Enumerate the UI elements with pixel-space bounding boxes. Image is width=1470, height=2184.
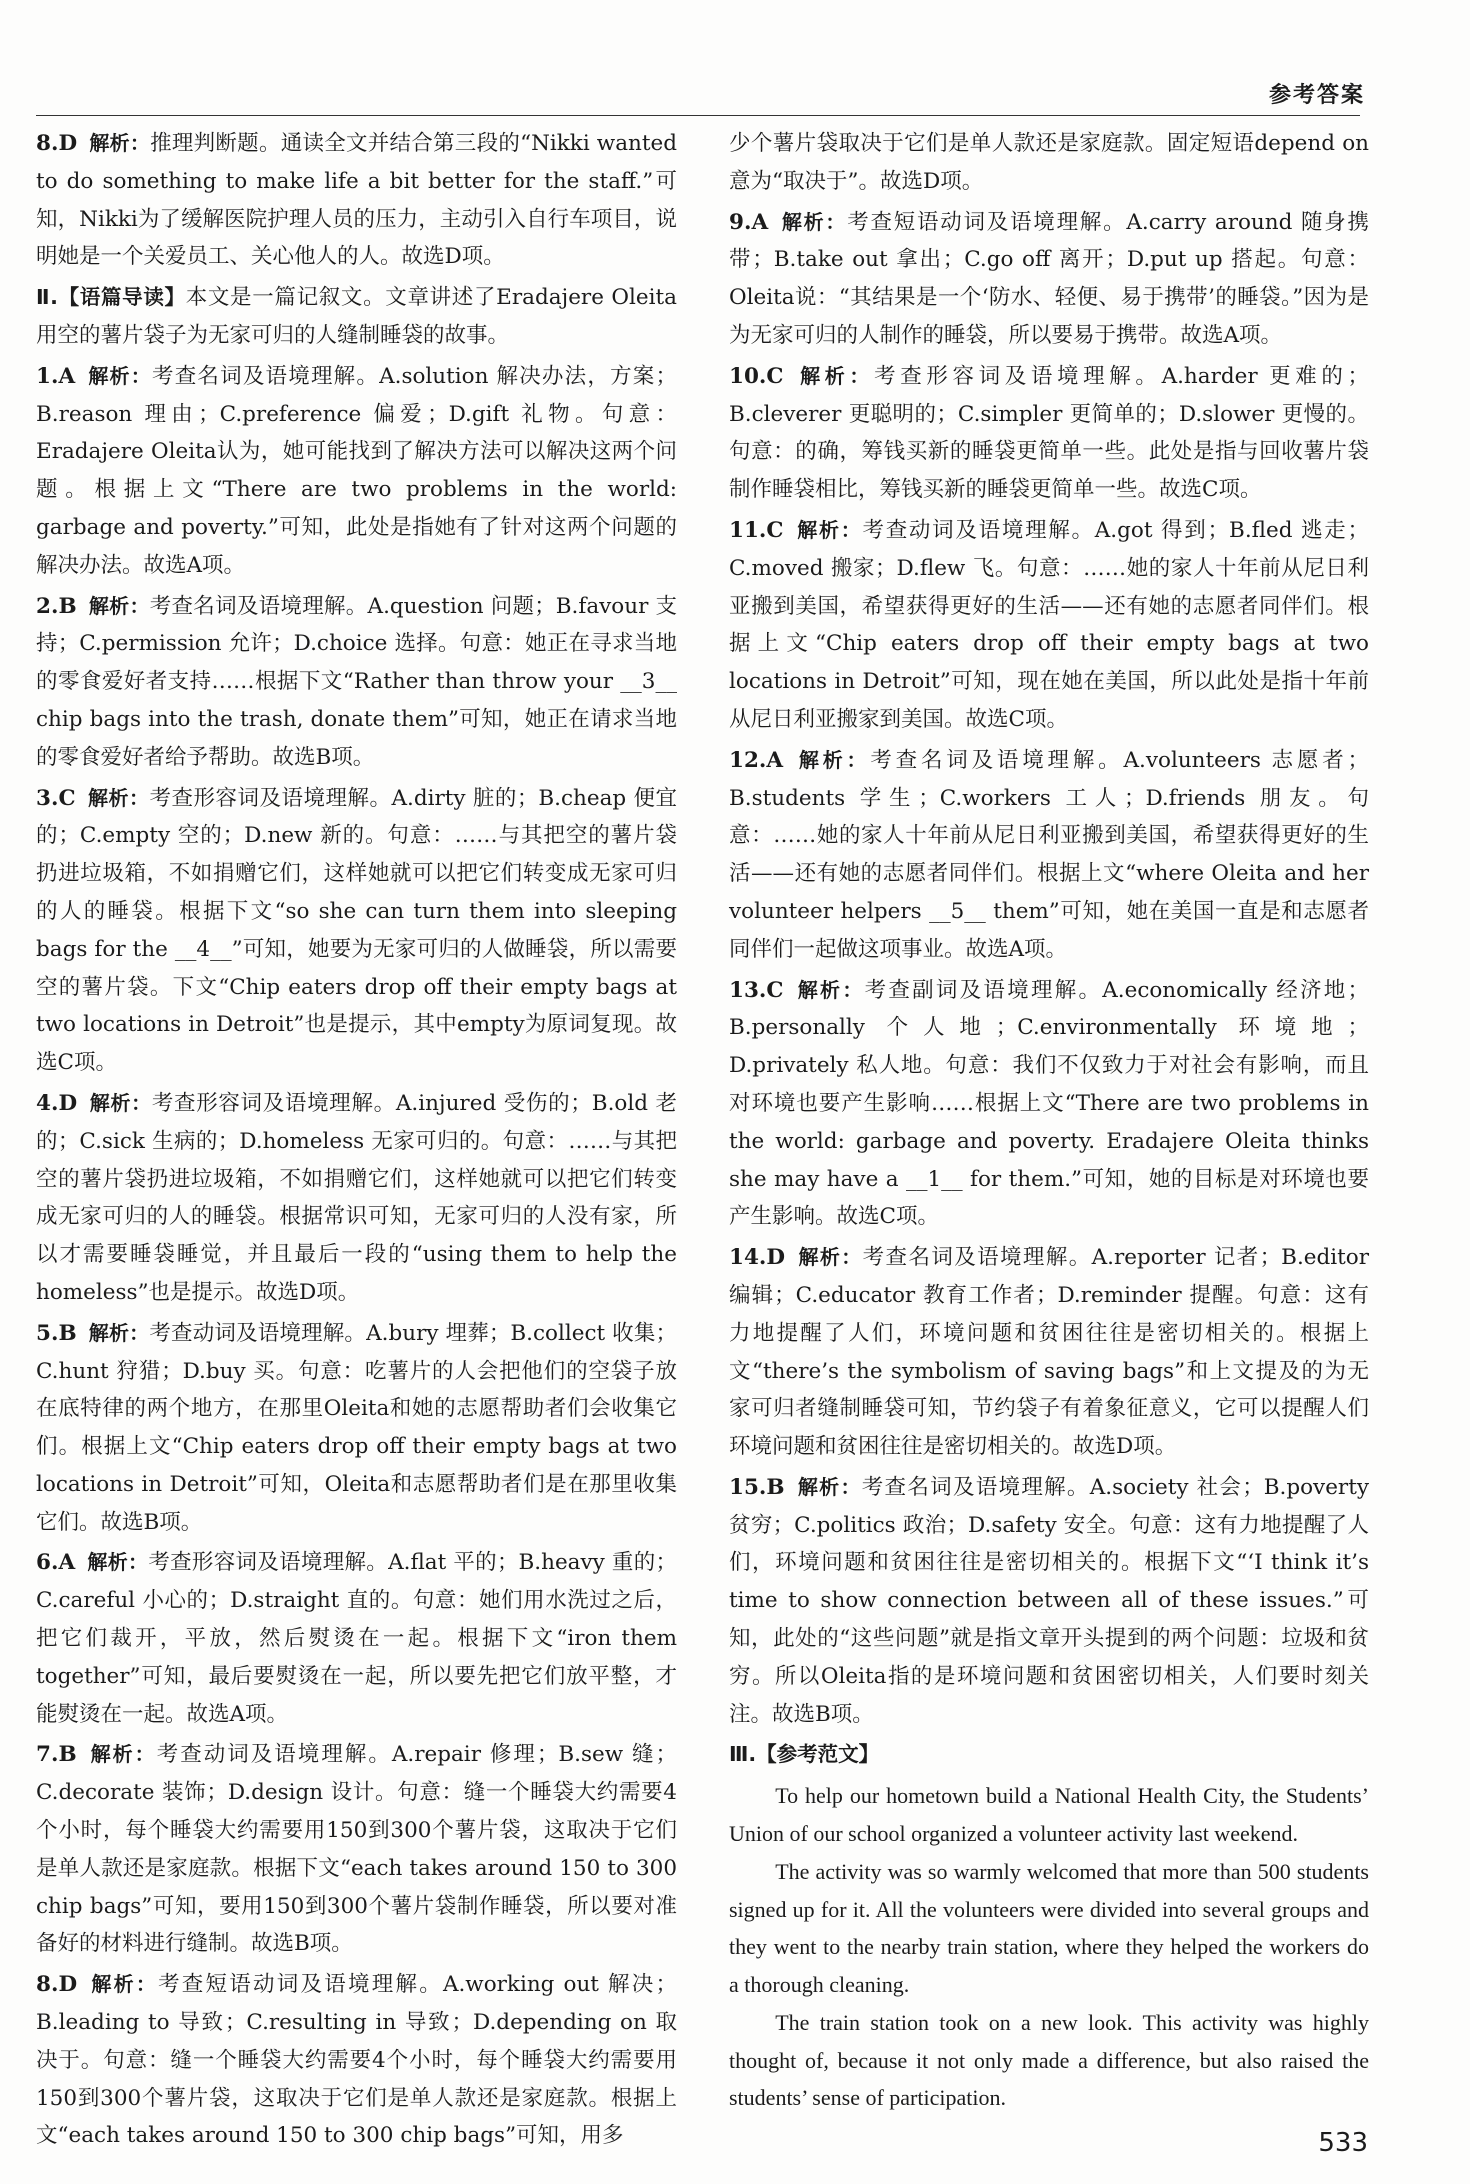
answer-number: 8.D bbox=[36, 131, 78, 156]
analysis-tag: 解析： bbox=[797, 1245, 863, 1270]
analysis-tag: 解析： bbox=[795, 977, 865, 1002]
continued-text: 少个薯片袋取决于它们是单人款还是家庭款。固定短语depend on意为“取决于”。故选D项。 bbox=[729, 131, 1369, 194]
answer-entry bbox=[729, 972, 1369, 1237]
essay-paragraph: The train station took on a new look. This activity was highly thought of, because it not only made a difference, but also raised the students’ sense of participation. bbox=[729, 2010, 1369, 2111]
analysis-tag: 解析： bbox=[89, 131, 151, 155]
analysis-tag: 解析： bbox=[88, 593, 150, 618]
analysis-text: 考查动词及语境理解。A.repair 修理；B.sew 缝；C.decorate 装饰；D.design 设计。句意：缝一个睡袋大约需要4个小时，每个睡袋大约需要用150到300个薯片袋，这取决于它们是单人款还是家庭款。根据下文“each takes around 150 to 300 chip bags”可知，要用150到300个薯片袋制作睡袋，所以要对准备好的材料进行缝制。故选B项。 bbox=[36, 1742, 678, 1957]
essay-paragraph: The activity was so warmly welcomed that more than 500 students signed up for it. All the volunteers were divided into several groups and they went to the nearby train station, where they helped the workers do a thorough cleaning. bbox=[729, 1859, 1369, 1997]
analysis-text: 考查形容词及语境理解。A.dirty 脏的；B.cheap 便宜的；C.empty 空的；D.new 新的。句意：……与其把空的薯片袋扔进垃圾箱，不如捐赠它们，这样她就可以把它们转变成无家可归的人的睡袋。根据下文“so she can turn them into sleeping bags for the __4__”可知，她要为无家可归的人做睡袋，所以需要空的薯片袋。下文“Chip eaters drop off their empty bags at two locations in Detroit”也是提示，其中empty为原词复现。故选C项。 bbox=[36, 785, 678, 1076]
analysis-text: 推理判断题。通读全文并结合第三段的“Nikki wanted to do something to make life a bit better for the staff.”可知，Nikki为了缓解医院护理人员的压力，主动引入自行车项目，说明她是一个关爱员工、关心他人的人。故选D项。 bbox=[36, 131, 677, 270]
left-column bbox=[36, 125, 677, 2158]
analysis-text: 考查形容词及语境理解。A.harder 更难的；B.cleverer 更聪明的；C.simpler 更简单的；D.slower 更慢的。句意：的确，筹钱买新的睡袋更简单一些。此处是指与回收薯片袋制作睡袋相比，筹钱买新的睡袋更简单一些。故选C项。 bbox=[729, 363, 1370, 503]
analysis-text: 考查动词及语境理解。A.got 得到；B.fled 逃走；C.moved 搬家；D.flew 飞。句意：……她的家人十年前从尼日利亚搬到美国，希望获得更好的生活——还有她的志愿者同伴们。根据上文“Chip eaters drop off their empty bags at two locations in Detroit”可知，现在她在美国，所以此处是指十年前从尼日利亚搬家到美国。故选C项。 bbox=[729, 517, 1370, 732]
analysis-text: 考查形容词及语境理解。A.flat 平的；B.heavy 重的；C.careful 小心的；D.straight 直的。句意：她们用水洗过之后，把它们裁开，平放，然后熨烫在一起。根据下文“iron them together”可知，最后要熨烫在一起，所以要先把它们放平整，才能熨烫在一起。故选A项。 bbox=[36, 1550, 677, 1727]
answer-number: 5.B bbox=[36, 1320, 77, 1346]
section-number: Ⅱ. bbox=[36, 285, 58, 310]
essay-heading-text: Ⅲ.【参考范文】 bbox=[729, 1742, 880, 1767]
answer-number: 3.C bbox=[36, 785, 76, 811]
analysis-text: 考查名词及语境理解。A.reporter 记者；B.editor 编辑；C.educator 教育工作者；D.reminder 提醒。句意：这有力地提醒了人们，环境问题和贫困往往是密切相关的。根据上文“there’s the symbolism of saving bags”和上文提及的为无家可归者缝制睡袋可知，节约袋子有着象征意义，它可以提醒人们环境问题和贫困往往是密切相关的。故选D项。 bbox=[729, 1245, 1369, 1460]
analysis-tag: 解析： bbox=[796, 1474, 862, 1499]
analysis-tag: 解析： bbox=[780, 209, 848, 234]
answer-entry bbox=[36, 1315, 677, 1542]
answer-number: 12.A bbox=[729, 747, 784, 773]
answer-entry bbox=[36, 1736, 677, 1963]
answer-number: 1.A bbox=[36, 363, 76, 389]
analysis-text: 考查名词及语境理解。A.society 社会；B.poverty 贫穷；C.politics 政治；D.safety 安全。句意：这有力地提醒了人们，环境问题和贫困往往是密切相关的。根据下文“‘I think it’s time to show connection between all of these issues.”可知，此处的“这些问题”就是指文章开头提到的两个问题：垃圾和贫穷。所以Oleita指的是环境问题和贫困密切相关，人们要时刻关注。故选B项。 bbox=[729, 1474, 1369, 1727]
page-number: 533 bbox=[1318, 2128, 1368, 2158]
analysis-tag: 解析： bbox=[795, 517, 863, 542]
answer-number: 2.B bbox=[36, 593, 77, 619]
analysis-tag: 解析： bbox=[87, 1550, 149, 1575]
analysis-text: 考查短语动词及语境理解。A.carry around 随身携带；B.take out 拿出；C.go off 离开；D.put up 搭起。句意：Oleita说：“其结果是一个‘防水、轻便、易于携带’的睡袋。”因为是为无家可归的人制作的睡袋，所以要易于携带。故选A项。 bbox=[729, 209, 1370, 348]
answer-number: 8.D bbox=[36, 1972, 78, 1998]
essay-heading bbox=[729, 1736, 1369, 1774]
answer-number: 6.A bbox=[36, 1550, 76, 1576]
essay-paragraph: To help our hometown build a National Health City, the Students’ Union of our school organized a volunteer activity last weekend. bbox=[729, 1783, 1369, 1846]
analysis-tag: 解析： bbox=[89, 1090, 152, 1115]
answer-entry bbox=[729, 1239, 1369, 1466]
analysis-text: 考查副词及语境理解。A.economically 经济地；B.personally 个人地；C.environmentally 环境地；D.privately 私人地。句意：我们不仅致力于对社会有影响，而且对环境也要产生影响……根据上文“There are two problems in the world: garbage and poverty. Eradajere Oleita thinks she may have a __1__ for them.”可知，她的目标是对环境也要产生影响。故选C项。 bbox=[729, 977, 1370, 1230]
answer-number: 9.A bbox=[729, 209, 769, 235]
section-summary: 本文是一篇记叙文。文章讲述了Eradajere Oleita用空的薯片袋子为无家可归的人缝制睡袋的故事。 bbox=[36, 285, 677, 348]
analysis-tag: 解析： bbox=[88, 1320, 150, 1345]
answer-number: 10.C bbox=[729, 363, 784, 389]
answer-number: 13.C bbox=[729, 977, 784, 1003]
analysis-text: 考查形容词及语境理解。A.injured 受伤的；B.old 老的；C.sick 生病的；D.homeless 无家可归的。句意：……与其把空的薯片袋扔进垃圾箱，不如捐赠它们，这样她就可以把它们转变成无家可归的人的睡袋。根据常识可知，无家可归的人没有家，所以才需要睡袋睡觉，并且最后一段的“using them to help the homeless”也是提示。故选D项。 bbox=[36, 1090, 678, 1305]
analysis-text: 考查短语动词及语境理解。A.working out 解决；B.leading to 导致；C.resulting in 导致；D.depending on 取决于。句意：缝一个睡袋大约需要4个小时，每个睡袋大约需要用150到300个薯片袋，这取决于它们是单人款还是家庭款。根据上文“each takes around 150 to 300 chip bags”可知，用多 bbox=[36, 1972, 678, 2149]
answer-entry bbox=[36, 1544, 677, 1733]
answer-entry bbox=[729, 204, 1369, 355]
answer-entry bbox=[36, 780, 677, 1082]
answer-entry bbox=[36, 125, 677, 276]
analysis-tag: 解析： bbox=[88, 1742, 157, 1767]
answer-entry bbox=[729, 358, 1369, 509]
analysis-text: 考查名词及语境理解。A.solution 解决办法，方案；B.reason 理由；C.preference 偏爱；D.gift 礼物。句意：Eradajere Oleita认为，她可能找到了解决方法可以解决这两个问题。根据上文“There are two problems in the world: garbage and poverty.”可知，此处是指她有了针对这两个问题的解决办法。故选A项。 bbox=[36, 363, 677, 578]
section-intro bbox=[36, 279, 677, 355]
analysis-tag: 解析： bbox=[87, 363, 152, 388]
answer-entry bbox=[36, 1085, 677, 1312]
answer-number: 14.D bbox=[729, 1245, 786, 1271]
analysis-tag: 解析： bbox=[795, 363, 875, 388]
answer-number: 7.B bbox=[36, 1742, 77, 1768]
analysis-text: 考查名词及语境理解。A.volunteers 志愿者；B.students 学生；C.workers 工人；D.friends 朋友。句意：……她的家人十年前从尼日利亚搬到美国，希望获得更好的生活——还有她的志愿者同伴们。根据上文“where Oleita and her volunteer helpers __5__ them”可知，她在美国一直是和志愿者同伴们一起做这项事业。故选A项。 bbox=[729, 747, 1370, 962]
answer-entry bbox=[36, 1966, 677, 2155]
analysis-tag: 解析： bbox=[89, 1972, 159, 1997]
answer-number: 4.D bbox=[36, 1090, 78, 1116]
right-column bbox=[729, 125, 1369, 2118]
analysis-text: 考查名词及语境理解。A.question 问题；B.favour 支持；C.permission 允许；D.choice 选择。句意：她正在寻求当地的零食爱好者支持……根据下文“Rather than throw your __3__ chip bags into the trash, donate them”可知，她正在请求当地的零食爱好者给予帮助。故选B项。 bbox=[36, 593, 677, 770]
analysis-tag: 解析： bbox=[795, 747, 871, 772]
answer-number: 15.B bbox=[729, 1474, 785, 1500]
answer-entry bbox=[729, 742, 1369, 969]
answer-number: 11.C bbox=[729, 517, 784, 543]
header-divider bbox=[36, 115, 1360, 116]
analysis-tag: 解析： bbox=[87, 785, 150, 810]
header-title: 参考答案 bbox=[1268, 83, 1365, 108]
answer-entry bbox=[36, 358, 677, 585]
answer-entry bbox=[729, 1469, 1369, 1734]
answer-entry bbox=[729, 512, 1369, 739]
analysis-text: 考查动词及语境理解。A.bury 埋葬；B.collect 收集；C.hunt 狩猎；D.buy 买。句意：吃薯片的人会把他们的空袋子放在底特律的两个地方，在那里Oleita和她的志愿帮助者们会收集它们。根据上文“Chip eaters drop off their empty bags at two locations in Detroit”可知，Oleita和志愿帮助者们是在那里收集它们。故选B项。 bbox=[36, 1320, 678, 1535]
section-heading: 【语篇导读】 bbox=[57, 285, 186, 310]
answer-entry bbox=[36, 588, 677, 777]
